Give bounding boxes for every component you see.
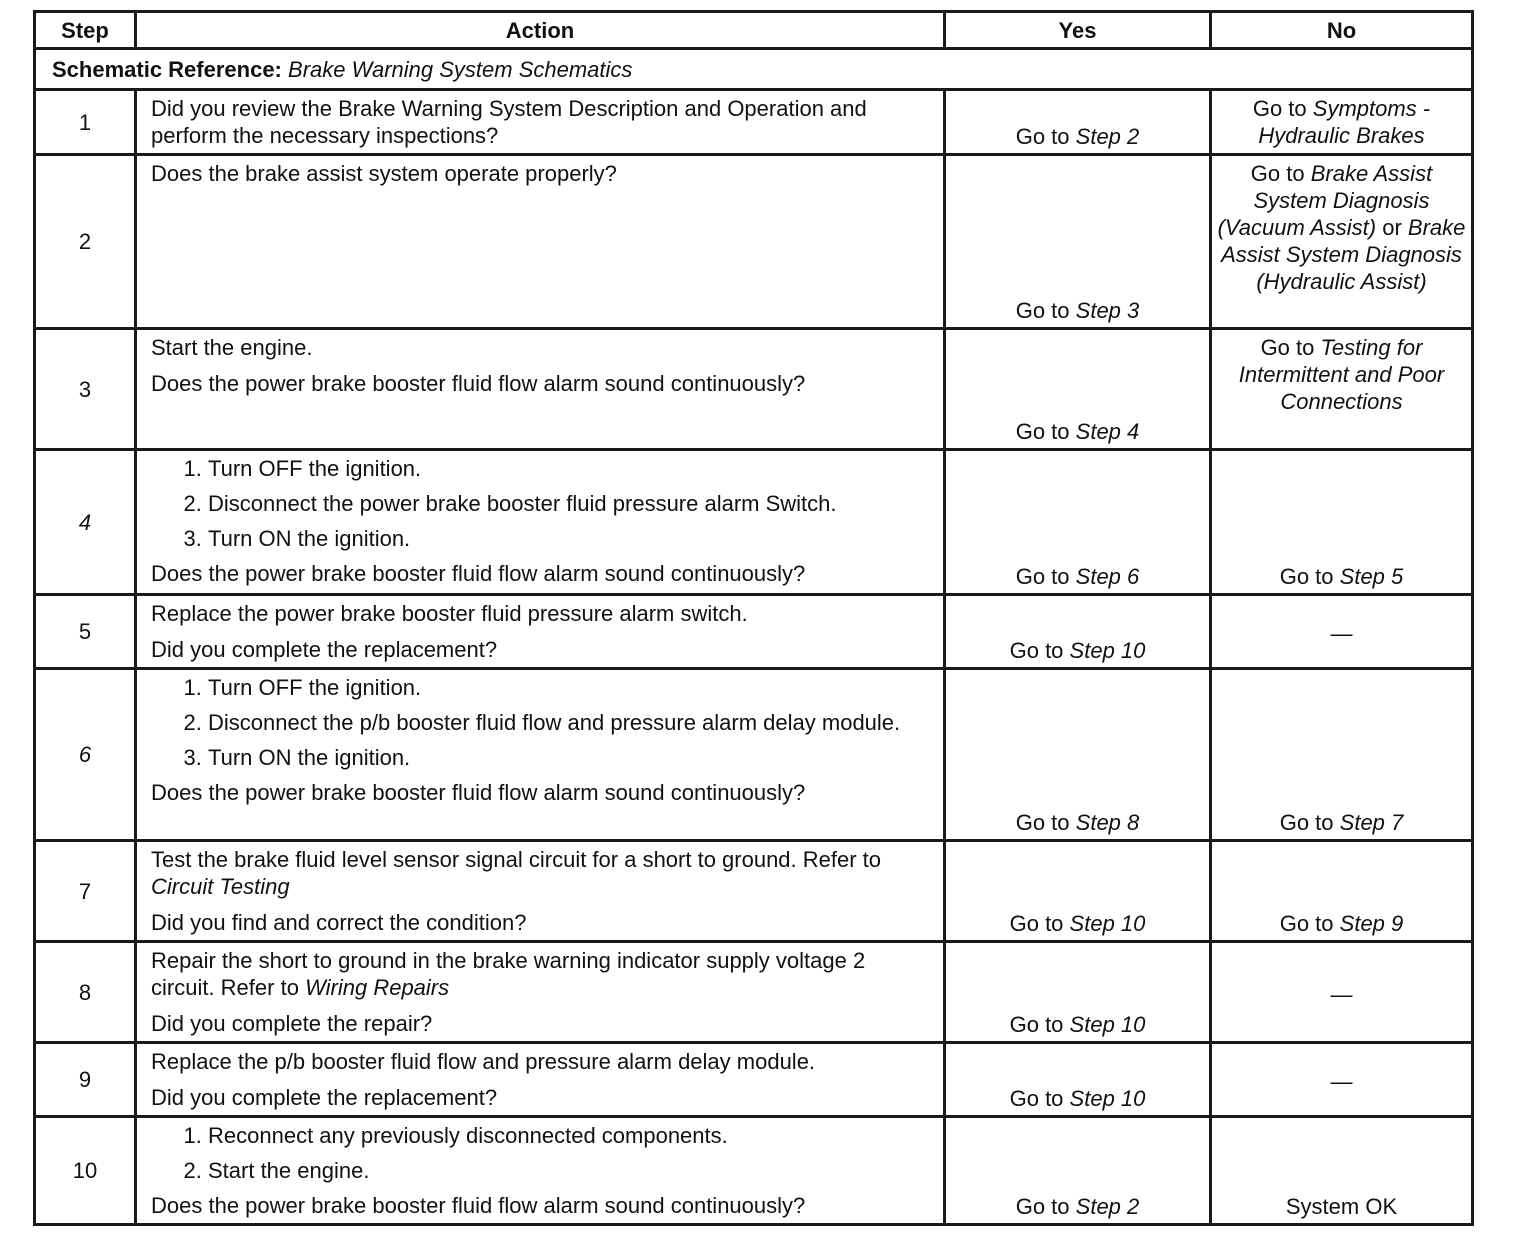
action-text xyxy=(151,947,931,1001)
no-cell xyxy=(1211,669,1473,841)
action-question: Did you complete the repair? xyxy=(151,1011,433,1036)
schematic-label: Schematic Reference: xyxy=(52,56,282,82)
no-or: or xyxy=(1382,215,1402,240)
table-row xyxy=(35,155,1473,329)
action-cell xyxy=(136,1117,945,1225)
action-cell xyxy=(136,450,945,595)
yes-prefix: Go to xyxy=(1015,124,1070,149)
action-cell xyxy=(136,155,945,329)
action-text: Does the brake assist system operate properly? xyxy=(151,161,617,186)
no-ref-link[interactable]: Symptoms - Hydraulic Brakes xyxy=(1258,96,1431,148)
schematic-ref-link[interactable]: Brake Warning System Schematics xyxy=(288,56,633,82)
action-question: Does the power brake booster fluid flow alarm sound continuously? xyxy=(151,780,806,805)
schematic-reference-row xyxy=(35,49,1473,90)
action-text-body: Repair the short to ground in the brake warning indicator supply voltage 2 circuit. Refer to xyxy=(151,948,866,1000)
no-prefix: Go to xyxy=(1250,161,1305,186)
table-row xyxy=(35,1117,1473,1225)
yes-prefix: Go to xyxy=(1009,911,1064,936)
no-step-link[interactable]: Step 5 xyxy=(1339,564,1404,589)
no-prefix: Go to xyxy=(1279,911,1334,936)
action-cell xyxy=(136,329,945,450)
yes-cell xyxy=(945,329,1211,450)
yes-prefix: Go to xyxy=(1009,638,1064,663)
yes-cell xyxy=(945,155,1211,329)
step-number: 5 xyxy=(35,595,136,669)
step-number: 8 xyxy=(35,942,136,1043)
action-steps-list xyxy=(151,455,931,552)
yes-step-link[interactable]: Step 10 xyxy=(1069,1012,1146,1037)
no-prefix: Go to xyxy=(1252,96,1307,121)
no-dash: — xyxy=(1330,981,1353,1007)
no-cell xyxy=(1211,595,1473,669)
action-cell xyxy=(136,841,945,942)
yes-cell xyxy=(945,1043,1211,1117)
list-item: 2. Disconnect the power brake booster fluid pressure alarm Switch. xyxy=(208,490,931,517)
no-prefix: Go to xyxy=(1279,564,1334,589)
yes-prefix: Go to xyxy=(1015,298,1070,323)
no-cell xyxy=(1211,450,1473,595)
action-question: Did you complete the replacement? xyxy=(151,1085,498,1110)
action-cell xyxy=(136,942,945,1043)
no-cell xyxy=(1211,90,1473,155)
header-yes: Yes xyxy=(945,12,1211,49)
header-row xyxy=(35,12,1473,49)
yes-prefix: Go to xyxy=(1015,564,1070,589)
no-ref-link[interactable]: Testing for Intermittent and Poor Connections xyxy=(1238,335,1445,414)
header-action: Action xyxy=(136,12,945,49)
list-item: 1. Turn OFF the ignition. xyxy=(208,455,931,482)
table-row xyxy=(35,841,1473,942)
list-item: 3. Turn ON the ignition. xyxy=(208,744,931,771)
no-dash: — xyxy=(1330,621,1353,646)
action-text: Did you review the Brake Warning System Description and Operation and perform the necessary inspections? xyxy=(151,96,867,148)
yes-step-link[interactable]: Step 2 xyxy=(1075,124,1140,149)
action-text xyxy=(151,846,931,900)
diagnostic-table xyxy=(33,10,1474,1226)
yes-cell xyxy=(945,1117,1211,1225)
no-cell xyxy=(1211,329,1473,450)
yes-step-link[interactable]: Step 8 xyxy=(1075,810,1140,835)
yes-prefix: Go to xyxy=(1015,1194,1070,1219)
action-cell xyxy=(136,1043,945,1117)
yes-step-link[interactable]: Step 4 xyxy=(1075,419,1140,444)
action-steps-list xyxy=(151,1122,931,1184)
yes-cell xyxy=(945,942,1211,1043)
step-number: 7 xyxy=(35,841,136,942)
table-row xyxy=(35,595,1473,669)
list-item: 2. Disconnect the p/b booster fluid flow and pressure alarm delay module. xyxy=(208,709,931,736)
table-row xyxy=(35,450,1473,595)
table-row xyxy=(35,1043,1473,1117)
yes-cell xyxy=(945,450,1211,595)
action-text: Start the engine. xyxy=(151,335,313,360)
no-result: System OK xyxy=(1285,1194,1398,1219)
list-item: 2. Start the engine. xyxy=(208,1157,931,1184)
table-row xyxy=(35,669,1473,841)
no-ref-link-2[interactable]: Brake Assist System Diagnosis (Hydraulic Assist) xyxy=(1221,215,1466,294)
step-number: 4 xyxy=(35,450,136,595)
yes-step-link[interactable]: Step 2 xyxy=(1075,1194,1140,1219)
step-number: 9 xyxy=(35,1043,136,1117)
no-cell xyxy=(1211,1117,1473,1225)
yes-step-link[interactable]: Step 10 xyxy=(1069,638,1146,663)
schematic-reference xyxy=(35,49,1473,90)
header-no: No xyxy=(1211,12,1473,49)
yes-step-link[interactable]: Step 6 xyxy=(1075,564,1140,589)
yes-prefix: Go to xyxy=(1015,419,1070,444)
yes-cell xyxy=(945,841,1211,942)
action-question: Does the power brake booster fluid flow alarm sound continuously? xyxy=(151,561,806,586)
no-cell xyxy=(1211,942,1473,1043)
yes-prefix: Go to xyxy=(1015,810,1070,835)
list-item: 3. Turn ON the ignition. xyxy=(208,525,931,552)
action-ref-link[interactable]: Circuit Testing xyxy=(151,874,290,899)
action-text: Replace the p/b booster fluid flow and pressure alarm delay module. xyxy=(151,1049,816,1074)
step-number: 1 xyxy=(35,90,136,155)
list-item: 1. Reconnect any previously disconnected components. xyxy=(208,1122,931,1149)
yes-cell xyxy=(945,595,1211,669)
step-number: 10 xyxy=(35,1117,136,1225)
no-prefix: Go to xyxy=(1279,810,1334,835)
action-steps-list xyxy=(151,674,931,771)
yes-step-link[interactable]: Step 3 xyxy=(1075,298,1140,323)
no-prefix: Go to xyxy=(1260,335,1315,360)
no-step-link[interactable]: Step 9 xyxy=(1339,911,1404,936)
action-question: Does the power brake booster fluid flow alarm sound continuously? xyxy=(151,1193,806,1218)
action-cell xyxy=(136,595,945,669)
step-number: 6 xyxy=(35,669,136,841)
table-row xyxy=(35,329,1473,450)
action-text-body: Test the brake fluid level sensor signal circuit for a short to ground. Refer to xyxy=(151,847,882,872)
no-step-link[interactable]: Step 7 xyxy=(1339,810,1404,835)
yes-cell xyxy=(945,669,1211,841)
step-number: 3 xyxy=(35,329,136,450)
yes-cell xyxy=(945,90,1211,155)
yes-prefix: Go to xyxy=(1009,1086,1064,1111)
action-cell xyxy=(136,90,945,155)
action-cell xyxy=(136,669,945,841)
no-cell xyxy=(1211,155,1473,329)
list-item: 1. Turn OFF the ignition. xyxy=(208,674,931,701)
table-row xyxy=(35,942,1473,1043)
yes-step-link[interactable]: Step 10 xyxy=(1069,1086,1146,1111)
no-ref-link[interactable]: Brake Assist System Diagnosis (Vacuum Assist) xyxy=(1217,161,1433,240)
table-row xyxy=(35,90,1473,155)
action-question: Did you complete the replacement? xyxy=(151,637,498,662)
no-cell xyxy=(1211,841,1473,942)
action-ref-link[interactable]: Wiring Repairs xyxy=(305,975,450,1000)
no-cell xyxy=(1211,1043,1473,1117)
action-question: Did you find and correct the condition? xyxy=(151,910,527,935)
header-step: Step xyxy=(35,12,136,49)
step-number: 2 xyxy=(35,155,136,329)
action-question: Does the power brake booster fluid flow alarm sound continuously? xyxy=(151,371,806,396)
action-text: Replace the power brake booster fluid pressure alarm switch. xyxy=(151,601,748,626)
no-dash: — xyxy=(1330,1069,1353,1094)
yes-prefix: Go to xyxy=(1009,1012,1064,1037)
yes-step-link[interactable]: Step 10 xyxy=(1069,911,1146,936)
